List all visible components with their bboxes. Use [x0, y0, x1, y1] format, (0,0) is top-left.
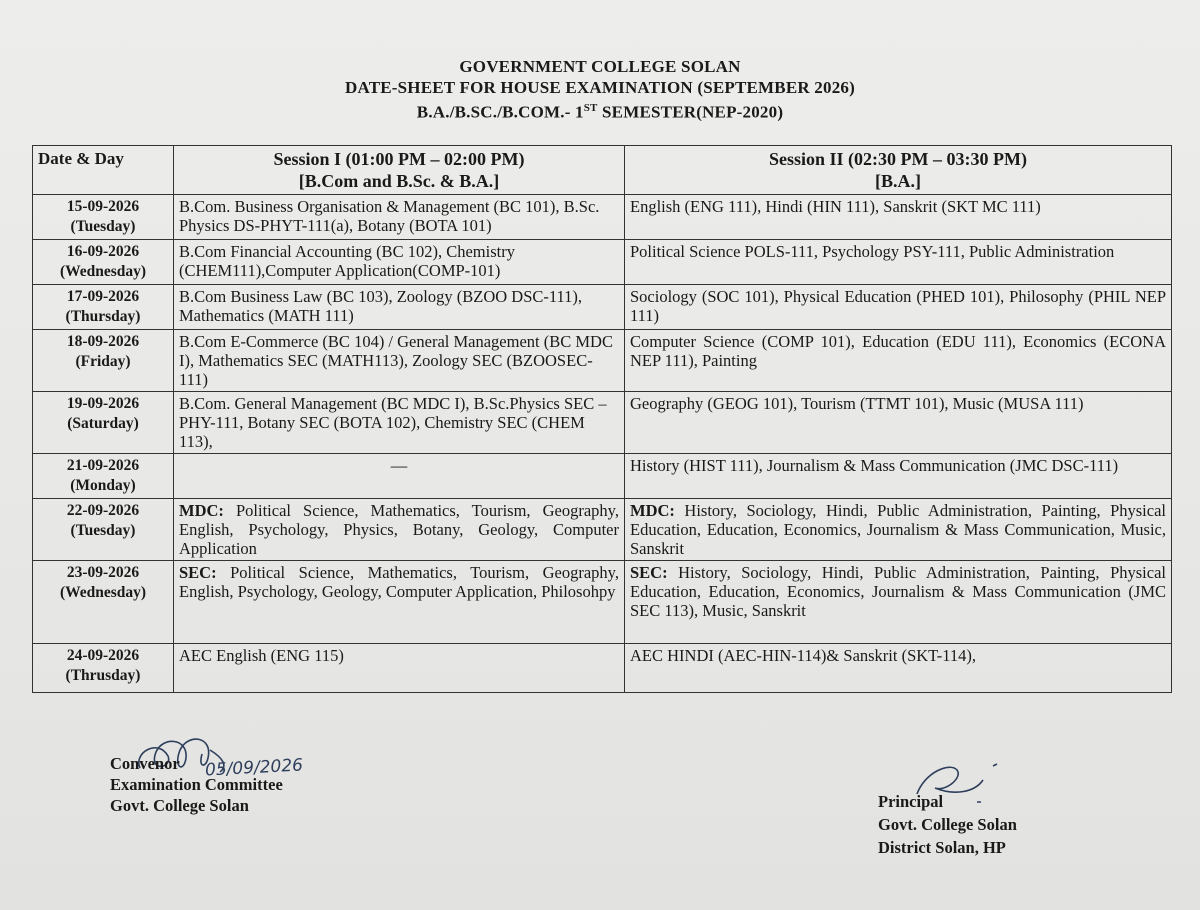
- session-2-cell: Sociology (SOC 101), Physical Education (PHED 101), Philosophy (PHIL NEP 111): [625, 285, 1172, 330]
- college-short-right: Govt. College Solan: [878, 815, 1017, 834]
- table-row: [33, 195, 1172, 240]
- handwritten-date: 05/09/2026: [204, 755, 304, 781]
- table-row: [33, 240, 1172, 285]
- table-row: [33, 330, 1172, 392]
- session-1-cell: —: [174, 454, 625, 499]
- session-2-cell: English (ENG 111), Hindi (HIN 111), Sanskrit (SKT MC 111): [625, 195, 1172, 240]
- table-row: [33, 499, 1172, 561]
- semester-line: B.A./B.SC./B.COM.- 1ST SEMESTER(NEP-2020): [416, 102, 784, 122]
- session-1-cell: B.Com Financial Accounting (BC 102), Chemistry (CHEM111),Computer Application(COMP-101): [174, 240, 625, 285]
- session-1-cell: B.Com. Business Organisation & Management (BC 101), B.Sc. Physics DS-PHYT-111(a), Botany (BOTA 101): [174, 195, 625, 240]
- date-cell: 21-09-2026 (Monday): [33, 454, 174, 499]
- table-header-row: [33, 146, 1172, 195]
- table-row: [33, 644, 1172, 693]
- datesheet-table: [32, 145, 1172, 693]
- date-cell: 16-09-2026 (Wednesday): [33, 240, 174, 285]
- session-1-cell: MDC: Political Science, Mathematics, Tourism, Geography, English, Psychology, Physics, Botany, Geology, Computer Application: [174, 499, 625, 561]
- table-row: [33, 392, 1172, 454]
- date-cell: 23-09-2026 (Wednesday): [33, 561, 174, 644]
- session-2-cell: AEC HINDI (AEC-HIN-114)& Sanskrit (SKT-114),: [625, 644, 1172, 693]
- principal-signature-block: [878, 790, 1017, 859]
- convenor-signature-block: [110, 753, 283, 816]
- datesheet-title: DATE-SHEET FOR HOUSE EXAMINATION (SEPTEMBER 2026): [345, 78, 855, 97]
- committee-name: Examination Committee: [110, 775, 283, 794]
- document-header: [0, 56, 1200, 123]
- date-cell: 15-09-2026 (Tuesday): [33, 195, 174, 240]
- session-1-cell: AEC English (ENG 115): [174, 644, 625, 693]
- session-2-cell: History (HIST 111), Journalism & Mass Communication (JMC DSC-111): [625, 454, 1172, 499]
- session-2-cell: Computer Science (COMP 101), Education (EDU 111), Economics (ECONA NEP 111), Painting: [625, 330, 1172, 392]
- session-2-cell: Political Science POLS-111, Psychology PSY-111, Public Administration: [625, 240, 1172, 285]
- col-header-date: Date & Day: [33, 146, 174, 195]
- table-row: [33, 454, 1172, 499]
- convenor-title: Convenor: [110, 754, 180, 773]
- college-name: GOVERNMENT COLLEGE SOLAN: [459, 57, 741, 76]
- session-2-cell: Geography (GEOG 101), Tourism (TTMT 101), Music (MUSA 111): [625, 392, 1172, 454]
- principal-title: Principal: [878, 792, 944, 811]
- date-cell: 17-09-2026 (Thursday): [33, 285, 174, 330]
- table-row: [33, 561, 1172, 644]
- session-1-cell: B.Com. General Management (BC MDC I), B.Sc.Physics SEC –PHY-111, Botany SEC (BOTA 102), Chemistry SEC (CHEM 113),: [174, 392, 625, 454]
- date-cell: 18-09-2026 (Friday): [33, 330, 174, 392]
- table-row: [33, 285, 1172, 330]
- col-header-session-2: Session II (02:30 PM – 03:30 PM) [B.A.]: [625, 146, 1172, 195]
- college-short-left: Govt. College Solan: [110, 796, 249, 815]
- date-cell: 24-09-2026 (Thrusday): [33, 644, 174, 693]
- session-2-cell: SEC: History, Sociology, Hindi, Public Administration, Painting, Physical Education, Education, Economics, Journalism & Mass Communication (JMC SEC 113), Music, Sanskrit: [625, 561, 1172, 644]
- date-cell: 19-09-2026 (Saturday): [33, 392, 174, 454]
- session-1-cell: B.Com E-Commerce (BC 104) / General Management (BC MDC I), Mathematics SEC (MATH113), Zoology SEC (BZOOSEC-111): [174, 330, 625, 392]
- district-line: District Solan, HP: [878, 838, 1006, 857]
- col-header-session-1: Session I (01:00 PM – 02:00 PM) [B.Com and B.Sc. & B.A.]: [174, 146, 625, 195]
- session-2-cell: MDC: History, Sociology, Hindi, Public Administration, Painting, Physical Education, Education, Economics, Journalism & Mass Communication, Music, Sanskrit: [625, 499, 1172, 561]
- date-cell: 22-09-2026 (Tuesday): [33, 499, 174, 561]
- session-1-cell: SEC: Political Science, Mathematics, Tourism, Geography, English, Psychology, Geology, Computer Application, Philosohpy: [174, 561, 625, 644]
- session-1-cell: B.Com Business Law (BC 103), Zoology (BZOO DSC-111), Mathematics (MATH 111): [174, 285, 625, 330]
